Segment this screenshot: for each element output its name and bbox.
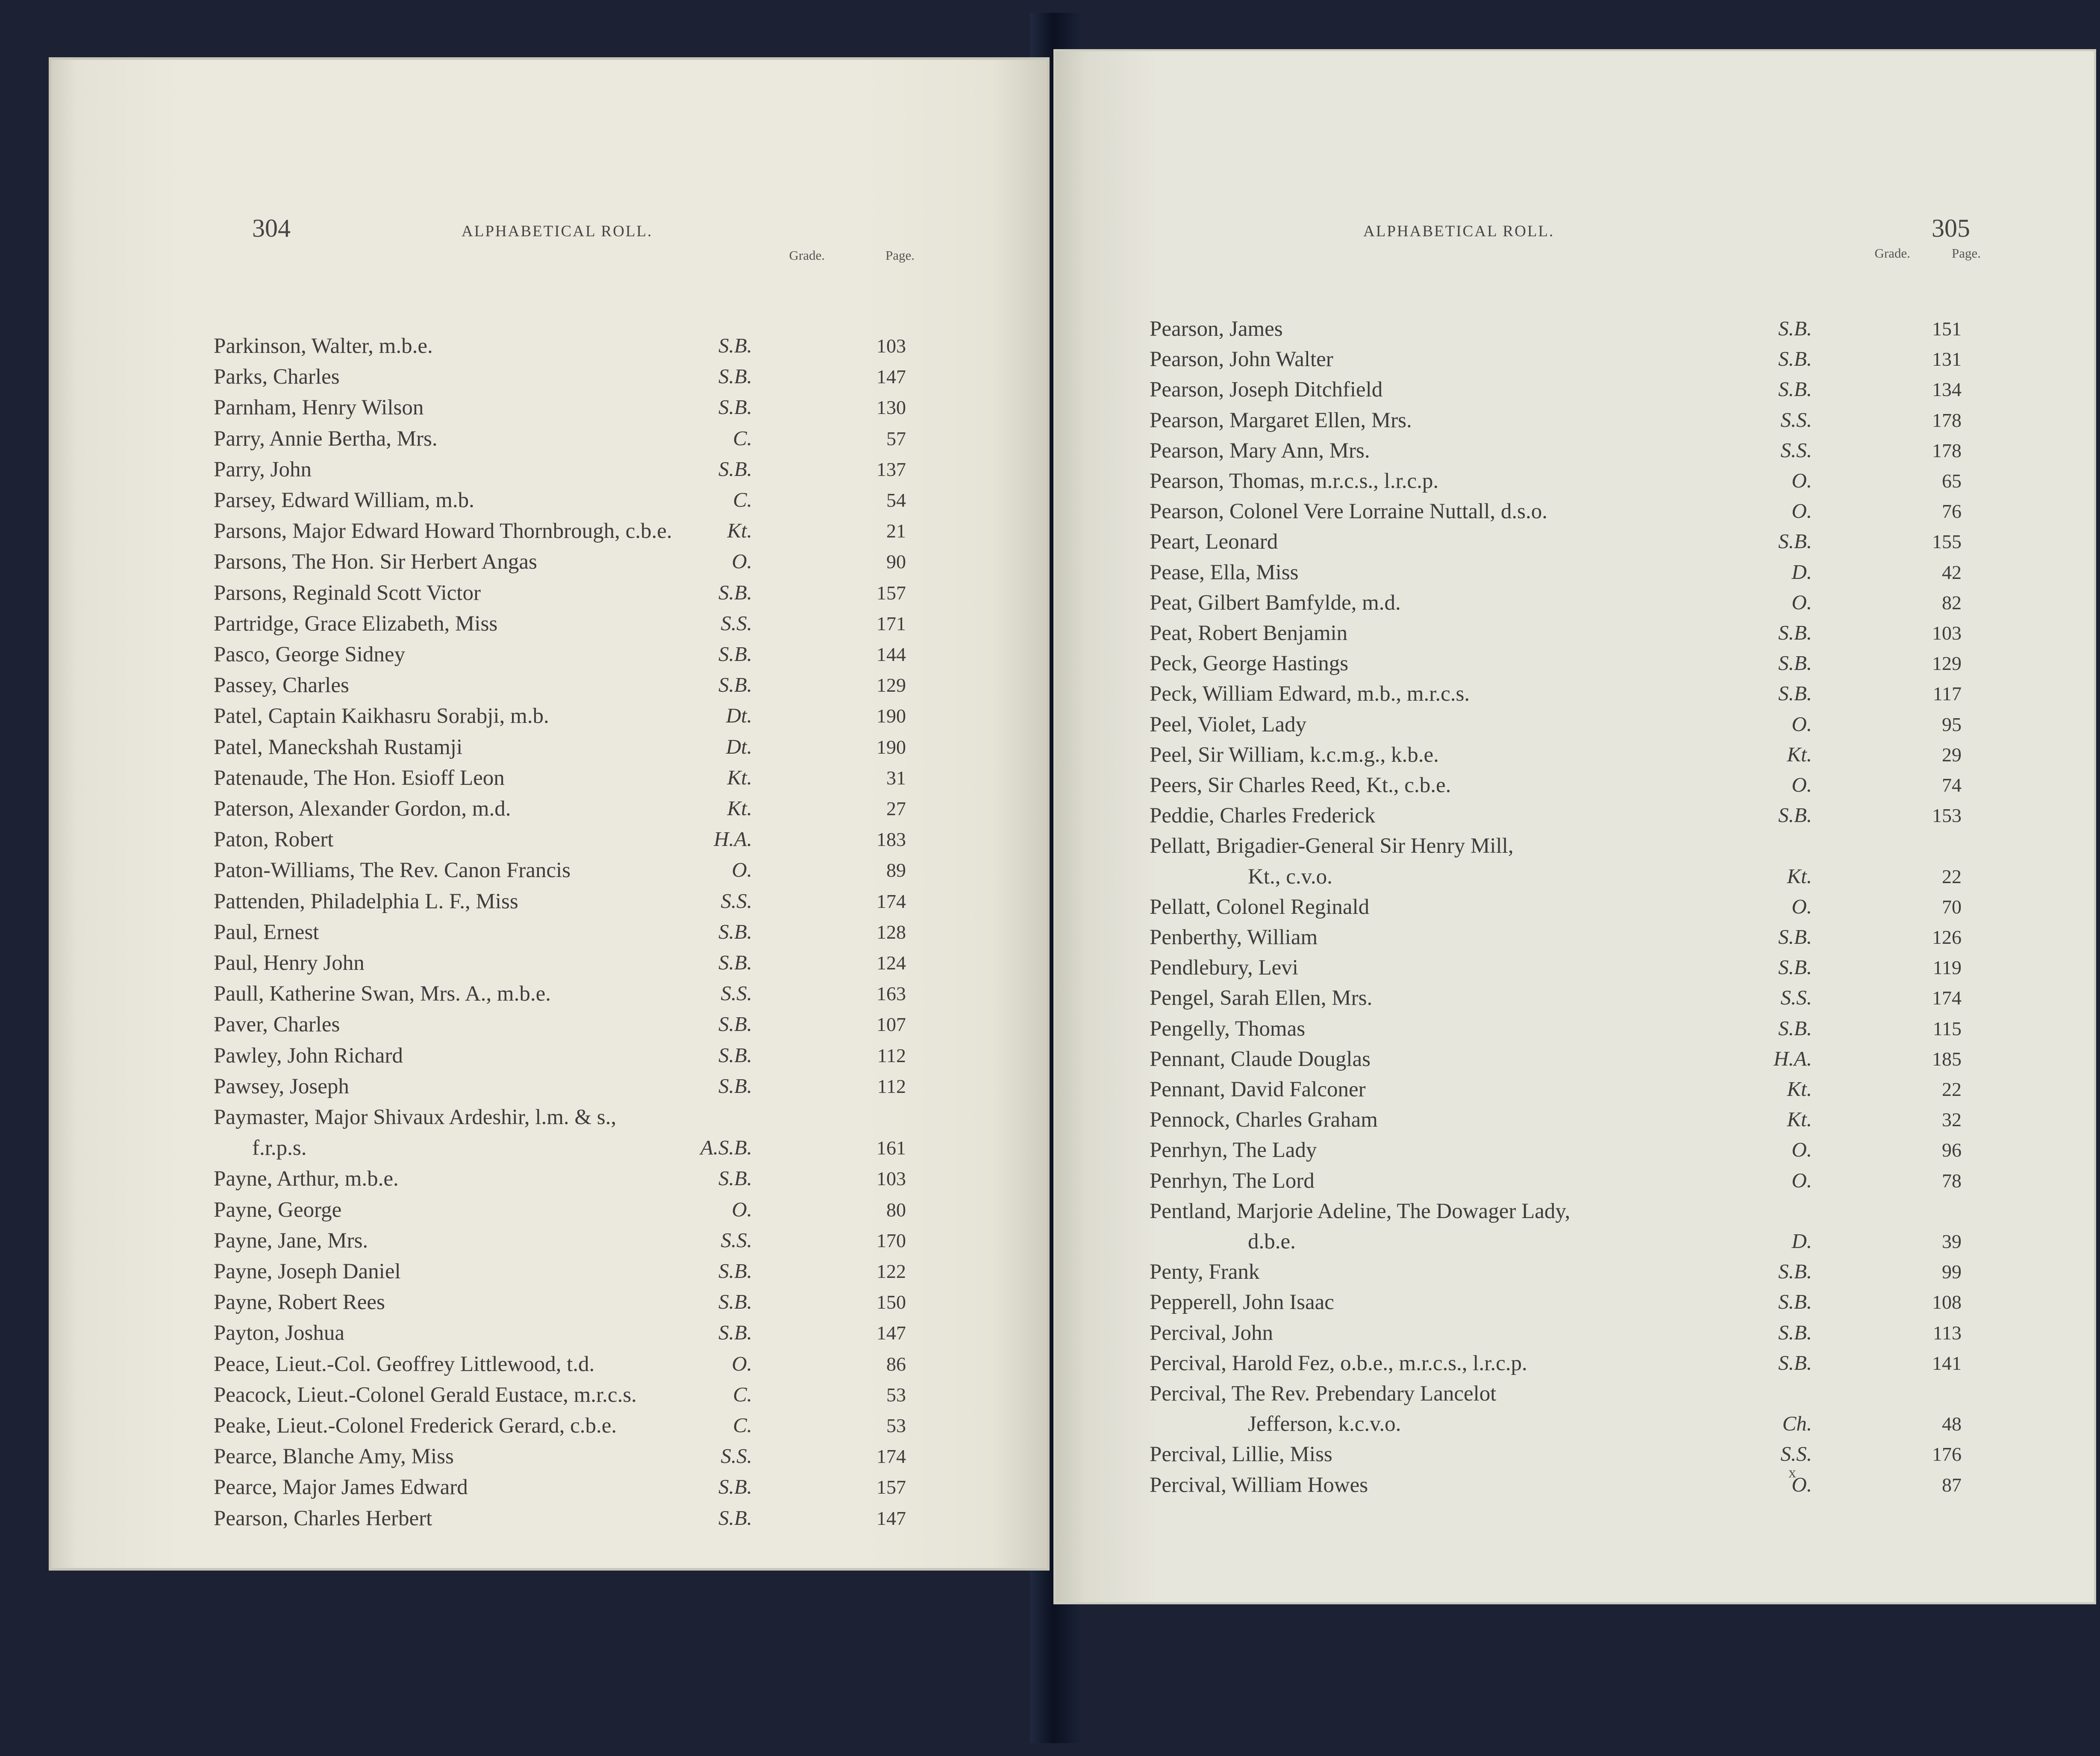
entry-grade: O. <box>1791 894 1812 918</box>
entry-grade: S.S. <box>721 981 752 1005</box>
entry-name: Pearson, Mary Ann, Mrs. <box>1150 438 1370 463</box>
entry-page: 87 <box>1942 1474 1962 1496</box>
entry-page: 190 <box>876 736 906 758</box>
entry-page: 103 <box>1932 622 1962 644</box>
entry-grade: S.B. <box>1778 681 1812 705</box>
entry-name: Pawsey, Joseph <box>214 1074 349 1098</box>
entry-grade: S.S. <box>1780 408 1812 432</box>
entry-name: Peake, Lieut.-Colonel Frederick Gerard, c.b.e. <box>214 1414 617 1438</box>
entry-name: Peck, William Edward, m.b., m.r.c.s. <box>1150 682 1470 706</box>
entry-name: Patel, Maneckshah Rustamji <box>214 735 463 759</box>
entry-page: 103 <box>876 1168 906 1190</box>
entry-page: 144 <box>876 643 906 665</box>
entry-name: Pennant, Claude Douglas <box>1150 1047 1371 1071</box>
entry-name: Paver, Charles <box>214 1013 340 1037</box>
entry-grade: Kt. <box>727 796 752 820</box>
entry-page: 122 <box>876 1260 906 1282</box>
entry-grade: Dt. <box>726 734 752 758</box>
entry-page: 48 <box>1942 1413 1962 1435</box>
entry-grade: S.B. <box>1778 955 1812 979</box>
entry-grade: O. <box>1791 1168 1812 1192</box>
entry-page: 128 <box>876 921 906 943</box>
entry-grade: S.B. <box>1778 1320 1812 1344</box>
entry-name: Percival, Lillie, Miss <box>1150 1442 1332 1467</box>
entry-grade: S.B. <box>718 1321 752 1345</box>
entry-page: 29 <box>1942 743 1962 766</box>
entry-page: 147 <box>876 366 906 388</box>
entry-page: 174 <box>876 890 906 912</box>
entry-name: f.r.p.s. <box>252 1136 307 1160</box>
entry-page: 130 <box>876 396 906 419</box>
entry-grade: Kt. <box>1787 864 1812 888</box>
entry-name: Parks, Charles <box>214 365 340 389</box>
entry-page: 178 <box>1932 409 1962 431</box>
entry-name: Pasco, George Sidney <box>214 643 406 667</box>
entry-name: Pearce, Major James Edward <box>214 1475 468 1500</box>
entry-page: 70 <box>1942 896 1962 918</box>
entry-name: Payne, Jane, Mrs. <box>214 1228 368 1253</box>
entry-grade: S.B. <box>1778 1016 1812 1040</box>
entry-grade: O. <box>732 1197 752 1221</box>
entry-page: 155 <box>1932 531 1962 553</box>
entry-grade: S.B. <box>718 1074 752 1098</box>
entry-name: Peck, George Hastings <box>1150 652 1349 676</box>
entry-name: Penrhyn, The Lord <box>1150 1169 1315 1193</box>
entry-page: 157 <box>876 1476 906 1498</box>
entry-name: Payne, Joseph Daniel <box>214 1260 401 1283</box>
entry-name: Paymaster, Major Shivaux Ardeshir, l.m. & s., <box>214 1105 617 1129</box>
entry-name: Pellatt, Brigadier-General Sir Henry Mill, <box>1150 834 1514 858</box>
entry-grade: S.B. <box>1778 1351 1812 1374</box>
entry-page: 176 <box>1932 1443 1962 1465</box>
entry-page: 150 <box>876 1291 906 1313</box>
signature-mark: x <box>1788 1464 1796 1481</box>
entry-name: Peel, Violet, Lady <box>1150 712 1307 737</box>
entry-name: Pearson, Thomas, m.r.c.s., l.r.c.p. <box>1150 469 1439 493</box>
entry-page: 115 <box>1932 1017 1962 1040</box>
entry-grade: S.S. <box>721 1228 752 1252</box>
entry-grade: Kt. <box>1787 1107 1812 1131</box>
entry-name: Paterson, Alexander Gordon, m.d. <box>214 797 511 821</box>
entry-grade: C. <box>733 426 752 450</box>
entry-grade: S.B. <box>718 919 752 943</box>
entry-name: Parry, Annie Bertha, Mrs. <box>214 426 438 451</box>
entry-name: Peart, Leonard <box>1150 530 1278 554</box>
entry-page: 141 <box>1932 1352 1962 1374</box>
entry-page: 42 <box>1942 561 1962 583</box>
entry-grade: S.S. <box>721 889 752 913</box>
entry-grade: Kt. <box>1787 742 1812 766</box>
entry-grade: S.B. <box>1778 529 1812 553</box>
entry-page: 95 <box>1942 713 1962 735</box>
entry-name: Pearson, Colonel Vere Lorraine Nuttall, d.s.o. <box>1150 499 1548 524</box>
entry-page: 131 <box>1932 348 1962 370</box>
entry-grade: D. <box>1791 1229 1812 1253</box>
entry-grade: S.B. <box>1778 651 1812 675</box>
entry-grade: S.S. <box>721 611 752 635</box>
entry-grade: S.B. <box>718 1259 752 1283</box>
entry-page: 74 <box>1942 774 1962 796</box>
entry-name: Peers, Sir Charles Reed, Kt., c.b.e. <box>1150 773 1451 797</box>
entry-grade: Dt. <box>726 704 752 728</box>
entry-grade: S.B. <box>718 457 752 481</box>
entry-name: Paul, Ernest <box>214 920 319 944</box>
entry-name: Pearce, Blanche Amy, Miss <box>214 1445 454 1469</box>
entry-grade: S.S. <box>1780 438 1812 462</box>
column-header-grade: Grade. <box>1874 246 1910 261</box>
entry-name: Payne, Robert Rees <box>214 1290 385 1315</box>
entry-page: 137 <box>876 458 906 480</box>
entry-name: Pennock, Charles Graham <box>1150 1108 1378 1132</box>
entry-page: 108 <box>1932 1291 1962 1313</box>
entry-grade: S.B. <box>718 1043 752 1067</box>
entry-page: 124 <box>876 952 906 974</box>
entry-page: 57 <box>886 427 906 449</box>
entry-name: Kt., c.v.o. <box>1248 864 1332 889</box>
entry-page: 151 <box>1932 318 1962 340</box>
entry-page: 21 <box>886 520 906 542</box>
entry-page: 53 <box>886 1415 906 1436</box>
entry-name: Pengelly, Thomas <box>1150 1016 1306 1041</box>
entry-grade: S.B. <box>1778 925 1812 948</box>
entry-name: Paull, Katherine Swan, Mrs. A., m.b.e. <box>214 982 551 1006</box>
entry-name: Penrhyn, The Lady <box>1150 1138 1317 1163</box>
entry-page: 147 <box>876 1507 906 1529</box>
page-number: 304 <box>252 214 291 242</box>
entry-grade: Kt. <box>727 519 752 543</box>
entry-grade: O. <box>732 1351 752 1375</box>
entry-grade: C. <box>733 488 752 511</box>
entry-page: 76 <box>1942 500 1962 523</box>
entry-name: Parry, John <box>214 457 312 482</box>
entry-name: Parsons, The Hon. Sir Herbert Angas <box>214 550 537 574</box>
entry-page: 112 <box>877 1044 906 1066</box>
entry-name: Partridge, Grace Elizabeth, Miss <box>214 611 498 636</box>
entry-name: Payton, Joshua <box>214 1321 344 1345</box>
entry-page: 82 <box>1942 591 1962 614</box>
page-number: 305 <box>1932 214 1970 242</box>
entry-page: 112 <box>877 1075 906 1097</box>
column-header-page: Page. <box>885 248 915 263</box>
entry-grade: H.A. <box>1774 1046 1812 1070</box>
entry-name: Percival, The Rev. Prebendary Lancelot <box>1150 1382 1497 1406</box>
entry-name: Pengel, Sarah Ellen, Mrs. <box>1150 986 1373 1010</box>
entry-name: Percival, William Howes <box>1150 1473 1368 1497</box>
entry-grade: S.B. <box>1778 1260 1812 1283</box>
entry-grade: H.A. <box>714 827 752 851</box>
entry-page: 27 <box>886 798 906 819</box>
entry-grade: O. <box>1791 712 1812 736</box>
entry-page: 54 <box>886 489 906 511</box>
entry-name: Paul, Henry John <box>214 951 365 975</box>
entry-name: Peat, Robert Benjamin <box>1150 621 1348 645</box>
entry-name: Peel, Sir William, k.c.m.g., k.b.e. <box>1150 743 1439 767</box>
entry-page: 89 <box>886 859 906 881</box>
entry-page: 174 <box>1932 987 1962 1009</box>
entry-name: Pepperell, John Isaac <box>1150 1290 1334 1315</box>
column-header-page: Page. <box>1951 246 1981 261</box>
entry-page: 119 <box>1932 957 1962 979</box>
entry-page: 134 <box>1932 379 1962 401</box>
entry-name: Parkinson, Walter, m.b.e. <box>214 334 433 358</box>
entry-page: 129 <box>876 674 906 696</box>
entry-name: Pendlebury, Levi <box>1150 956 1298 980</box>
entry-grade: S.B. <box>718 580 752 604</box>
right-page <box>1056 51 2094 1602</box>
entry-name: Patenaude, The Hon. Esioff Leon <box>214 766 505 790</box>
entry-grade: S.B. <box>718 395 752 419</box>
entry-name: Pentland, Marjorie Adeline, The Dowager Lady, <box>1150 1199 1571 1223</box>
entry-page: 190 <box>876 705 906 727</box>
entry-page: 31 <box>886 766 906 789</box>
entry-grade: S.B. <box>718 1012 752 1036</box>
entry-grade: O. <box>1791 1138 1812 1162</box>
entry-page: 183 <box>876 828 906 851</box>
entry-page: 163 <box>876 983 906 1005</box>
entry-name: Payne, Arthur, m.b.e. <box>214 1167 399 1191</box>
entry-grade: S.B. <box>1778 803 1812 827</box>
entry-page: 96 <box>1942 1139 1962 1161</box>
entry-name: Pearson, John Walter <box>1150 347 1333 372</box>
entry-grade: O. <box>732 858 752 882</box>
entry-grade: O. <box>1791 469 1812 492</box>
entry-grade: S.B. <box>718 951 752 974</box>
entry-page: 171 <box>876 612 906 634</box>
entry-name: Peddie, Charles Frederick <box>1150 804 1376 828</box>
entry-grade: Ch. <box>1782 1412 1812 1436</box>
running-head: ALPHABETICAL ROLL. <box>1363 223 1555 240</box>
entry-grade: Kt. <box>727 765 752 789</box>
entry-page: 39 <box>1942 1230 1962 1252</box>
entry-name: Pawley, John Richard <box>214 1043 403 1068</box>
entry-page: 22 <box>1942 1078 1962 1100</box>
entry-name: Peacock, Lieut.-Colonel Gerald Eustace, m.r.c.s. <box>214 1383 637 1407</box>
entry-grade: D. <box>1791 560 1812 584</box>
running-head: ALPHABETICAL ROLL. <box>462 223 653 240</box>
entry-name: Pease, Ella, Miss <box>1150 560 1299 584</box>
entry-grade: S.B. <box>1778 1290 1812 1314</box>
entry-grade: S.S. <box>1780 1442 1812 1466</box>
entry-page: 107 <box>876 1013 906 1036</box>
entry-grade: S.B. <box>718 642 752 666</box>
entry-name: Pearson, Charles Herbert <box>214 1506 432 1530</box>
entry-page: 113 <box>1932 1321 1962 1344</box>
entry-name: Parnham, Henry Wilson <box>214 396 424 420</box>
entry-page: 129 <box>1932 652 1962 675</box>
entry-grade: S.B. <box>718 1475 752 1499</box>
entry-page: 153 <box>1932 805 1962 827</box>
entry-grade: O. <box>1791 499 1812 523</box>
entry-page: 178 <box>1932 439 1962 461</box>
entry-name: Peace, Lieut.-Col. Geoffrey Littlewood, t.d. <box>214 1352 595 1376</box>
entry-name: Pearson, Margaret Ellen, Mrs. <box>1150 408 1412 432</box>
entry-name: Pellatt, Colonel Reginald <box>1150 895 1370 919</box>
entry-name: Payne, George <box>214 1198 342 1222</box>
entry-grade: S.B. <box>718 1290 752 1314</box>
entry-grade: S.S. <box>1780 986 1812 1010</box>
entry-grade: S.B. <box>1778 317 1812 340</box>
entry-name: Parsons, Major Edward Howard Thornbrough, c.b.e. <box>214 519 672 543</box>
entry-name: Parsey, Edward William, m.b. <box>214 488 474 512</box>
entry-page: 65 <box>1942 470 1962 492</box>
entry-name: Pearson, James <box>1150 317 1283 341</box>
entry-grade: O. <box>1791 590 1812 614</box>
entry-grade: O. <box>1791 1472 1812 1496</box>
entry-name: Percival, Harold Fez, o.b.e., m.r.c.s., l.r.c.p. <box>1150 1351 1527 1375</box>
entry-grade: S.B. <box>718 1506 752 1530</box>
entry-name: Passey, Charles <box>214 673 349 698</box>
entry-page: 53 <box>886 1383 906 1406</box>
left-page <box>51 60 1047 1568</box>
entry-grade: S.B. <box>1778 621 1812 644</box>
entry-name: Jefferson, k.c.v.o. <box>1248 1412 1401 1436</box>
entry-grade: S.S. <box>721 1444 752 1468</box>
entry-grade: S.B. <box>718 364 752 388</box>
entry-grade: S.B. <box>718 673 752 697</box>
entry-page: 80 <box>886 1198 906 1221</box>
entry-name: Patel, Captain Kaikhasru Sorabji, m.b. <box>214 704 549 728</box>
entry-page: 157 <box>876 581 906 604</box>
entry-page: 22 <box>1942 865 1962 887</box>
entry-name: Parsons, Reginald Scott Victor <box>214 581 481 605</box>
entry-name: Penty, Frank <box>1150 1260 1260 1284</box>
entry-grade: O. <box>732 549 752 573</box>
entry-page: 117 <box>1932 683 1962 705</box>
entry-page: 90 <box>886 551 906 573</box>
entry-name: Peat, Gilbert Bamfylde, m.d. <box>1150 590 1401 615</box>
entry-grade: A.S.B. <box>700 1136 752 1160</box>
entry-grade: S.B. <box>718 1166 752 1190</box>
entry-grade: C. <box>733 1413 752 1437</box>
entry-page: 78 <box>1942 1169 1962 1192</box>
entry-page: 86 <box>886 1353 906 1375</box>
entry-name: Pattenden, Philadelphia L. F., Miss <box>214 889 518 913</box>
entry-page: 103 <box>876 335 906 357</box>
entry-grade: S.B. <box>718 334 752 357</box>
entry-page: 170 <box>876 1229 906 1251</box>
entry-page: 126 <box>1932 926 1962 948</box>
entry-page: 161 <box>876 1137 906 1159</box>
entry-name: Pearson, Joseph Ditchfield <box>1150 378 1383 402</box>
entry-grade: S.B. <box>1778 377 1812 401</box>
entry-grade: Kt. <box>1787 1077 1812 1101</box>
entry-page: 147 <box>876 1322 906 1344</box>
entry-name: Paton-Williams, The Rev. Canon Francis <box>214 858 571 883</box>
column-header-grade: Grade. <box>789 248 825 263</box>
entry-name: Pennant, David Falconer <box>1150 1078 1366 1101</box>
entry-name: Paton, Robert <box>214 828 334 852</box>
entry-grade: S.B. <box>1778 347 1812 371</box>
entry-page: 174 <box>876 1445 906 1468</box>
entry-page: 185 <box>1932 1048 1962 1070</box>
entry-grade: C. <box>733 1382 752 1406</box>
entry-grade: O. <box>1791 773 1812 796</box>
entry-page: 99 <box>1942 1261 1962 1283</box>
entry-name: Percival, John <box>1150 1321 1273 1345</box>
entry-name: d.b.e. <box>1248 1230 1296 1254</box>
entry-name: Penberthy, William <box>1150 925 1318 949</box>
entry-page: 32 <box>1942 1109 1962 1131</box>
